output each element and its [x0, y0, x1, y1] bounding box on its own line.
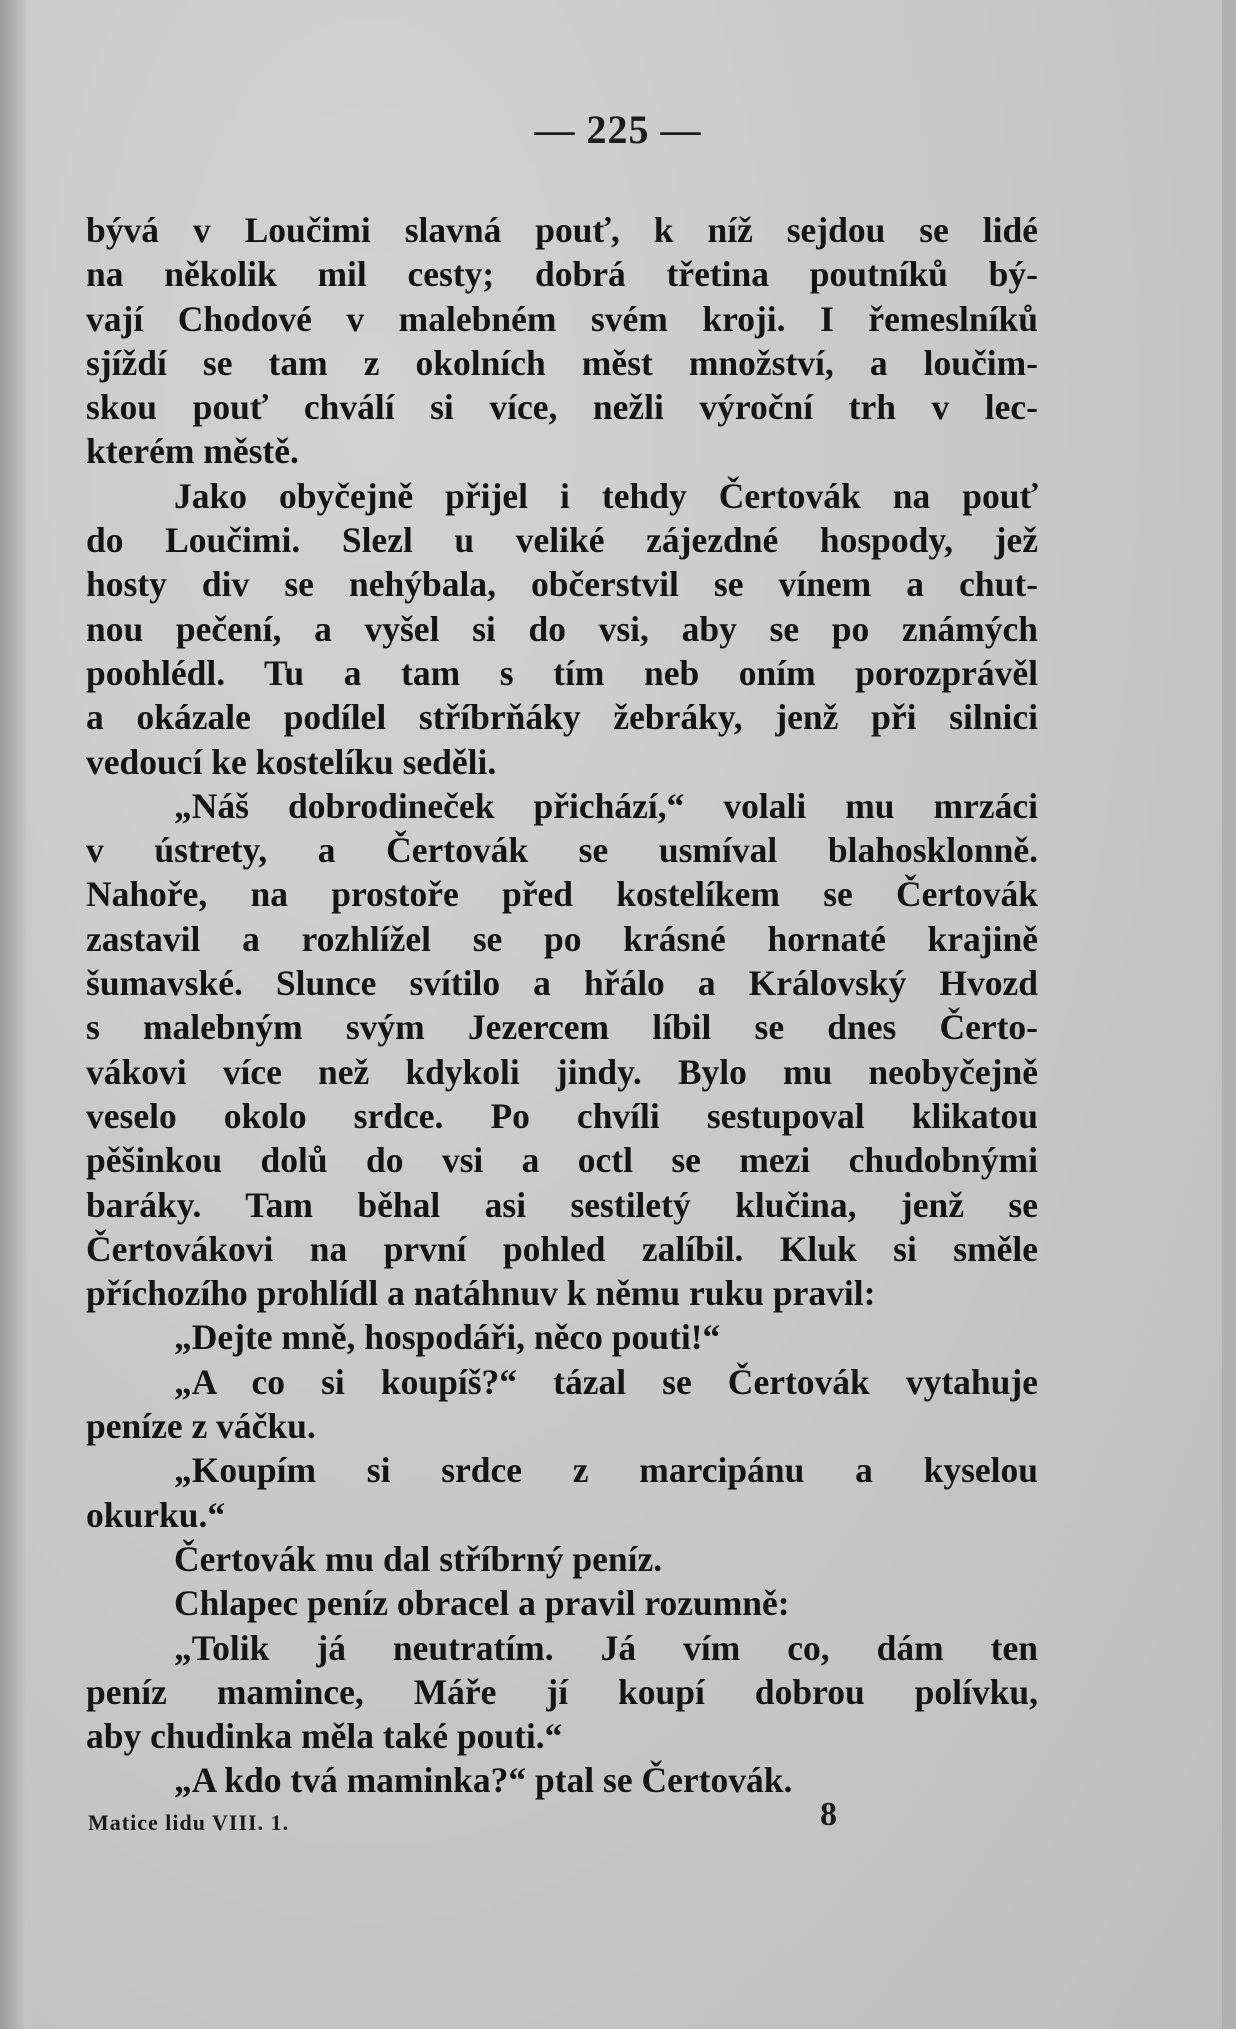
- text-line: „Dejte mně, hospodáři, něco pouti!“: [174, 1317, 721, 1358]
- text-line: pěšinkou dolů do vsi a octl se mezi chudobnými: [86, 1140, 1038, 1181]
- text-line: „A co si koupíš?“ tázal se Čertovák vytahuje: [174, 1361, 1038, 1402]
- footer-sheet-number: 8: [820, 1796, 837, 1833]
- text-line: příchozího prohlídl a natáhnuv k němu ruku pravil:: [86, 1273, 876, 1314]
- text-line: vedoucí ke kostelíku seděli.: [86, 741, 497, 782]
- text-line: sjíždí se tam z okolních měst množství, a loučim-: [86, 342, 1038, 383]
- text-line: na několik mil cesty; dobrá třetina poutníků bý-: [86, 254, 1038, 295]
- text-line: zastavil a rozhlížel se po krásné hornaté krajině: [86, 918, 1038, 959]
- text-line: bývá v Loučimi slavná pouť, k níž sejdou se lidé: [86, 210, 1038, 250]
- text-line: v ústrety, a Čertovák se usmíval blahosklonně.: [86, 830, 1038, 871]
- text-line: „Koupím si srdce z marcipánu a kyselou: [174, 1450, 1038, 1491]
- text-line: vají Chodové v malebném svém kroji. I řemeslníků: [86, 298, 1038, 339]
- text-line: Chlapec peníz obracel a pravil rozumně:: [174, 1583, 790, 1624]
- footer-signature: Matice lidu VIII. 1.: [88, 1810, 290, 1835]
- page-right-edge: [1222, 0, 1236, 2029]
- text-line: Čertovákovi na první pohled zalíbil. Kluk si směle: [86, 1228, 1038, 1269]
- text-line: peníz mamince, Máře jí koupí dobrou polívku,: [86, 1671, 1038, 1712]
- text-line: Nahoře, na prostoře před kostelíkem se Čertovák: [86, 874, 1038, 915]
- text-line: veselo okolo srdce. Po chvíli sestupoval klikatou: [86, 1095, 1038, 1136]
- text-line: hosty div se nehýbala, občerstvil se vínem a chut-: [86, 564, 1038, 605]
- body-text: [86, 208, 1038, 1803]
- text-line: „Náš dobrodineček přichází,“ volali mu mrzáci: [174, 785, 1038, 826]
- text-line: Jako obyčejně přijel i tehdy Čertovák na pouť: [174, 475, 1038, 516]
- text-line: a okázale podílel stříbrňáky žebráky, jenž při silnici: [86, 697, 1038, 738]
- text-line: „A kdo tvá maminka?“ ptal se Čertovák.: [174, 1760, 793, 1801]
- page-number: — 225 —: [534, 107, 702, 152]
- text-line: šumavské. Slunce svítilo a hřálo a Královský Hvozd: [86, 963, 1038, 1004]
- text-line: peníze z váčku.: [86, 1406, 316, 1447]
- text-line: kterém městě.: [86, 431, 299, 472]
- text-line: s malebným svým Jezercem líbil se dnes Čerto-: [86, 1007, 1038, 1048]
- page-left-edge: [0, 0, 26, 2029]
- text-line: skou pouť chválí si více, nežli výroční trh v lec-: [86, 387, 1038, 428]
- text-line: aby chudinka měla také pouti.“: [86, 1716, 563, 1757]
- text-line: baráky. Tam běhal asi sestiletý klučina, jenž se: [86, 1184, 1038, 1225]
- text-line: nou pečení, a vyšel si do vsi, aby se po známých: [86, 608, 1038, 649]
- text-line: Čertovák mu dal stříbrný peníz.: [174, 1538, 663, 1579]
- text-line: poohlédl. Tu a tam s tím neb oním porozprávěl: [86, 652, 1038, 693]
- text-line: „Tolik já neutratím. Já vím co, dám ten: [174, 1627, 1038, 1668]
- text-line: do Loučimi. Slezl u veliké zájezdné hospody, jež: [86, 520, 1038, 561]
- text-line: vákovi více než kdykoli jindy. Bylo mu neobyčejně: [86, 1051, 1038, 1092]
- text-line: okurku.“: [86, 1494, 226, 1535]
